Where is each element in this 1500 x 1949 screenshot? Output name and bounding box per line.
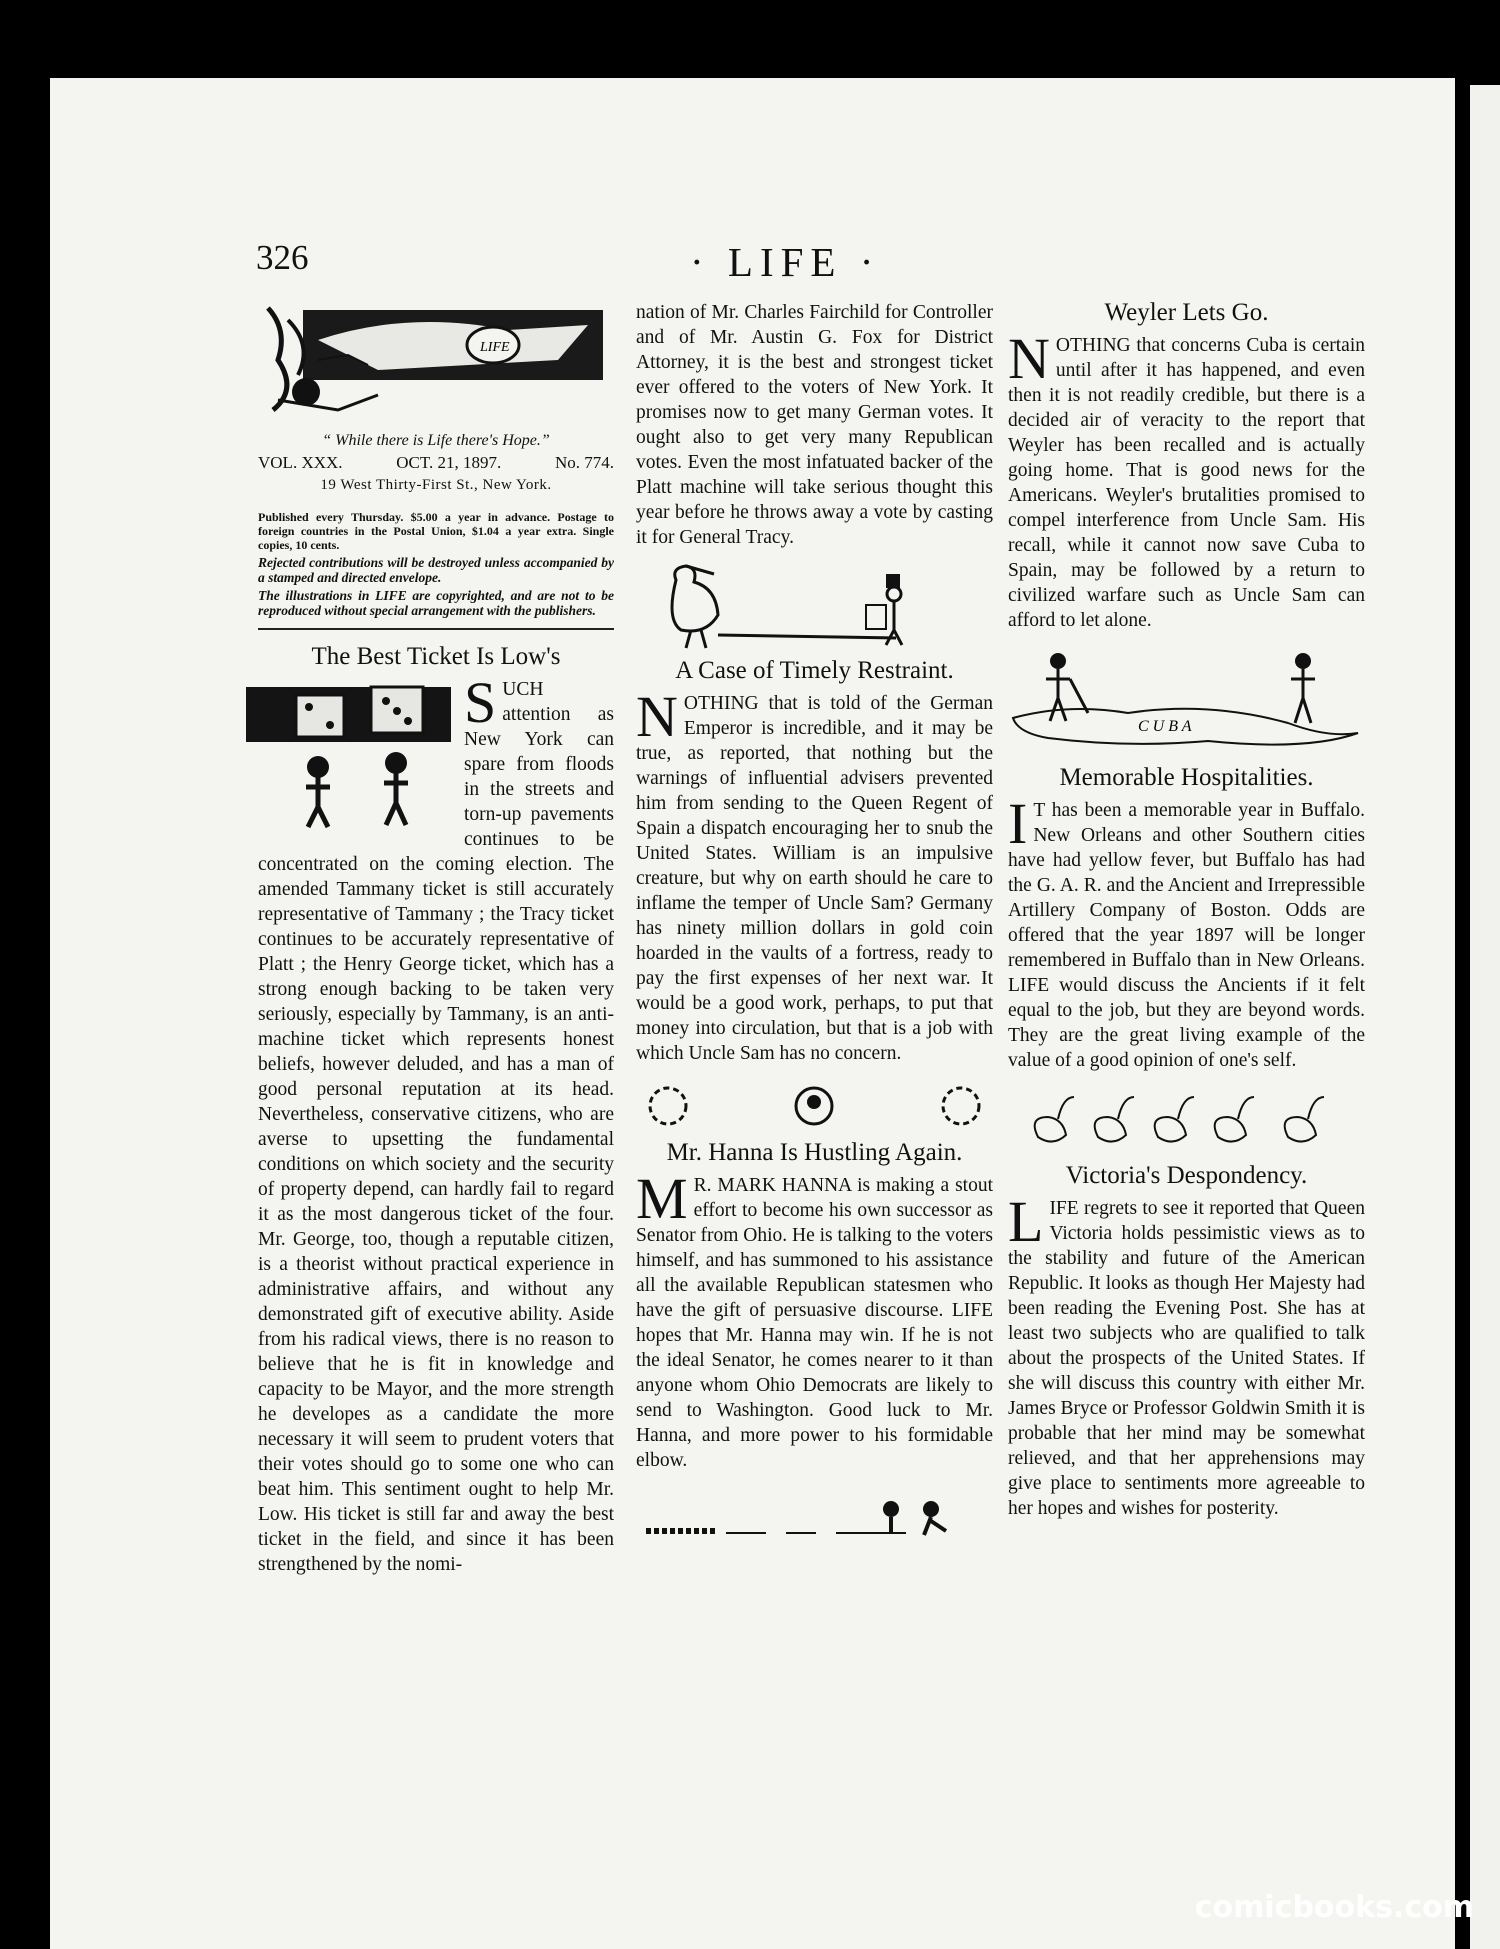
best-ticket-text: UCH attention as New York can spare from floods in the streets and torn-up pavements continues to be concentrated on the coming election. The amended Tammany ticket is still accurately representative of Tammany ; the Tracy ticket continues to be accurately representative of Platt ; the Henry George ticket, which has a strong enough backing to be taken very seriously, especially by Tammany, is an anti-machine ticket which represents honest beliefs, however deluded, and has a man of good personal reputation at its head. Nevertheless, conservative citizens, who are averse to upsetting the fundamental conditions on which society and the security of property depend, can hardly fail to regard it as the most dangerous ticket of the four. Mr. George, too, though a reputable citizen, is a theorist without practical experience in administrative affairs, and without any demonstrated gift of executive ability. Aside from his radical views, there is no reason to believe that he is fit in knowledge and capacity to be Mayor, and the more strength he developes as a candidate the more necessary it will seem to prudent voters that their votes should go to some one who can beat him. This sentiment ought to help Mr. Low. His ticket is still far and away the best ticket in the field, and since it has been strengthened by the nomi-: [258, 679, 614, 1575]
running-figures-ornament: [636, 1491, 993, 1551]
masthead-vignette-illustration: [258, 300, 614, 422]
issue-date: OCT. 21, 1897.: [396, 453, 502, 472]
weyler-text: OTHING that concerns Cuba is certain until after it has happened, and even then it is not readily credible, but there is a decided air of veracity to the report that Weyler has been recalled and is actually going home. That is good news for the Americans. Weyler's brutalities promised to compel interference from Uncle Sam. His recall, while it cannot now save Cuba to Spain, may be followed by a return to civilized warfare such as Uncle Sam can afford to let alone.: [1008, 335, 1365, 631]
dropcap-n-weyler: N: [1008, 326, 1050, 391]
article-body-timely-restraint: [636, 684, 993, 1066]
article-heading-weyler: Weyler Lets Go.: [1104, 299, 1269, 326]
cuba-map-label: C U B A: [1138, 718, 1192, 735]
article-body-victoria: [1008, 1189, 1365, 1521]
dropcap-i: I: [1008, 791, 1028, 856]
office-address: 19 West Thirty-First St., New York.: [320, 477, 552, 493]
volume-line: [258, 453, 614, 473]
cuba-map-illustration: [1008, 643, 1365, 755]
volume-number: VOL. XXX.: [258, 453, 343, 472]
article-heading-timely-restraint: A Case of Timely Restraint.: [675, 657, 954, 684]
article-heading-hospitalities: Memorable Hospitalities.: [1059, 764, 1314, 791]
column-3: [1008, 300, 1365, 1521]
wreaths-ornament: [636, 1076, 993, 1136]
article-heading-best-ticket: The Best Ticket Is Low's: [311, 643, 561, 670]
article-body-best-ticket: [258, 670, 614, 1577]
geese-ornament: [1008, 1087, 1365, 1157]
hospitalities-text: T has been a memorable year in Buffalo. New Orleans and other Southern cities have had yellow fever, but Buffalo has had the G. A. R. and the Ancient and Irrepressible Artillery Company of Boston. Odds are offered that the year 1897 will be longer remembered in Buffalo than in New Orleans. LIFE would discuss the Ancients if it felt equal to the job, but they are beyond words. They are the great living example of the value of a good opinion of one's self.: [1008, 800, 1365, 1071]
dropcap-s: S: [464, 670, 497, 735]
dropcap-n: N: [636, 684, 678, 749]
copyright-notice: The illustrations in LIFE are copyrighted, and are not to be reproduced without special arrangement with the publishers.: [258, 588, 614, 618]
masthead-title: · LIFE ·: [690, 239, 881, 285]
bird-and-man-illustration: [636, 560, 993, 652]
best-ticket-continuation: nation of Mr. Charles Fairchild for Controller and of Mr. Austin G. Fox for District Attorney, it is the best and strongest ticket ever offered to the voters of New York. It promises now to get many German votes. It ought also to get very many Republican votes. Even the most infatuated backer of the Platt machine will take serious thought this year before he throws away a vote by casting it for General Tracy.: [636, 302, 993, 548]
motto: “ While there is Life there's Hope.”: [322, 432, 550, 449]
article-heading-hanna: Mr. Hanna Is Hustling Again.: [666, 1139, 963, 1166]
victoria-text: IFE regrets to see it reported that Queen Victoria holds pessimistic views as to the stability and future of the American Republic. It looks as though Her Majesty had been reading the Evening Post. She has at least two subjects who are qualified to talk about the prospects of the United States. If she will discuss this country with either Mr. James Bryce or Professor Goldwin Smith it is probable that her mind may be somewhat relieved, and that her apprehensions may give place to sentiments more agreeable to her hopes and wishes for posterity.: [1008, 1198, 1365, 1519]
column-2: [636, 300, 993, 1551]
tammany-dice-illustration: [246, 677, 456, 835]
next-page-edge: [1470, 85, 1500, 1949]
hanna-text: R. MARK HANNA is making a stout effort to become his own successor as Senator from Ohio. He is talking to the voters himself, and has summoned to his assistance all the available Republican statesmen who have the gift of persuasive discourse. LIFE hopes that Mr. Hanna may win. If he is not the ideal Senator, he comes nearer to it than anyone whom Ohio Democrats are likely to send to Washington. Good luck to Mr. Hanna, and more power to his formidable elbow.: [636, 1175, 993, 1471]
issue-number: No. 774.: [554, 453, 614, 472]
dropcap-m: M: [636, 1166, 688, 1231]
site-watermark: comicbooks.com: [1194, 1890, 1474, 1925]
page-number: 326: [256, 238, 309, 277]
timely-restraint-text: OTHING that is told of the German Emperor is incredible, and it may be true, as reported, that nothing but the warnings of influential advisers prevented him from sending to the Queen Regent of Spain a dispatch encouraging her to snub the United States. William is an impulsive creature, but why on earth should he care to inflame the temper of Uncle Sam? Germany has ninety million dollars in gold coin hoarded in the vaults of a fortress, ready to pay the first expenses of her next war. It would be a good work, perhaps, to put that money into circulation, but that is a job with which Uncle Sam has no concern.: [636, 693, 993, 1064]
article-body-weyler: [1008, 326, 1365, 633]
dropcap-l: L: [1008, 1189, 1044, 1254]
publication-info: Published every Thursday. $5.00 a year in advance. Postage to foreign countries in the Postal Union, $1.04 a year extra. Single copies, 10 cents.: [258, 510, 614, 552]
rejected-contributions-notice: Rejected contributions will be destroyed unless accompanied by a stamped and directed envelope.: [258, 555, 614, 585]
column-1: [258, 300, 614, 1577]
article-body-hanna: [636, 1166, 993, 1473]
divider-rule: [258, 628, 614, 630]
article-body-hospitalities: [1008, 791, 1365, 1073]
vignette-life-label: LIFE: [480, 340, 510, 355]
article-heading-victoria: Victoria's Despondency.: [1065, 1162, 1308, 1189]
